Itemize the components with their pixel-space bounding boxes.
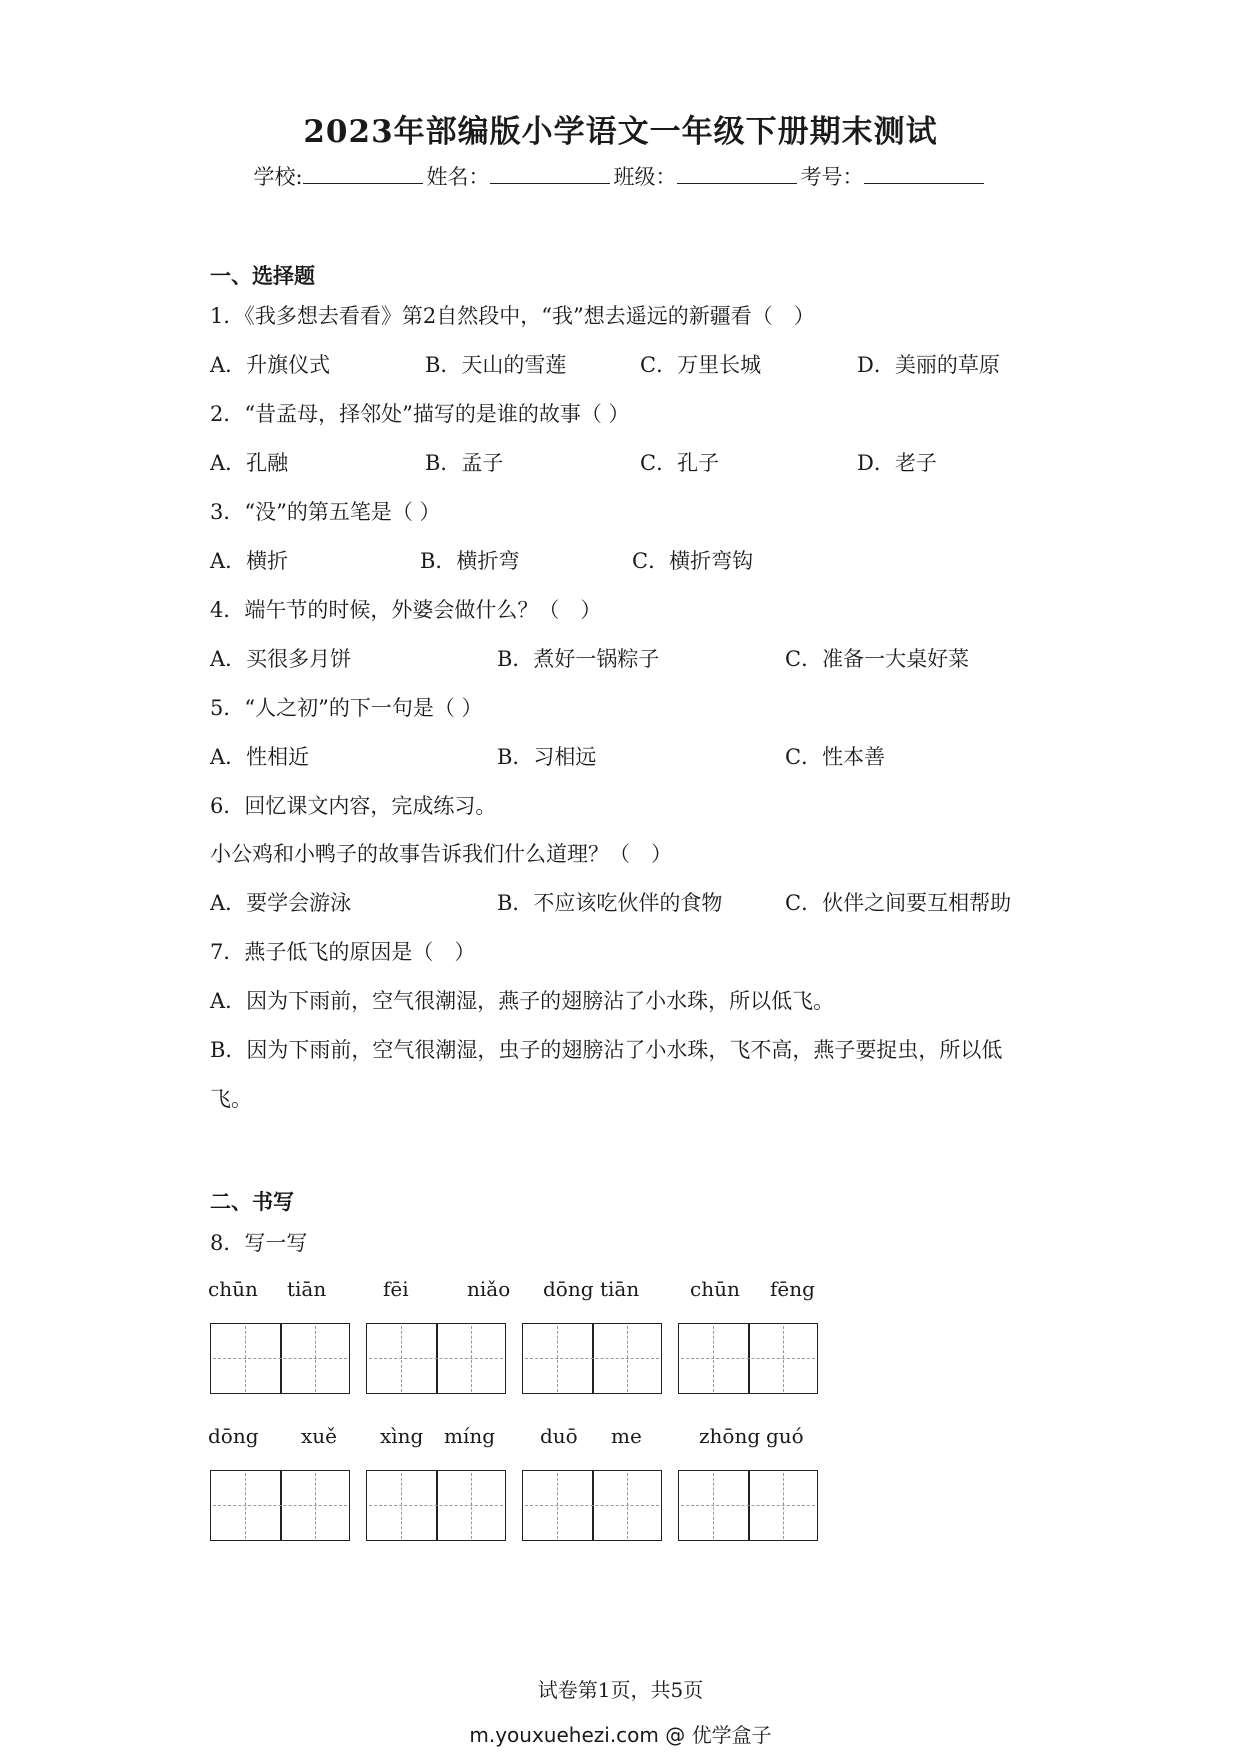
- q3-option-c[interactable]: C．横折弯钩: [632, 549, 754, 573]
- q7-option-a[interactable]: A．因为下雨前，空气很潮湿，燕子的翅膀沾了小水珠，所以低飞。: [210, 989, 835, 1013]
- pinyin-label: míng: [444, 1424, 496, 1448]
- pinyin-label: me: [611, 1424, 642, 1448]
- pinyin-label: tiān: [600, 1277, 640, 1301]
- number-label: 考号：: [800, 165, 864, 189]
- section-writing-title: 二、书写: [210, 1189, 294, 1214]
- pinyin-label: guó: [766, 1424, 804, 1448]
- page-title: 2023年部编版小学语文一年级下册期末测试: [303, 114, 938, 150]
- school-blank[interactable]: [303, 165, 423, 184]
- q2-option-d[interactable]: D．老子: [857, 451, 937, 475]
- school-label: 学校:: [253, 165, 303, 189]
- question-6-sub: 小公鸡和小鸭子的故事告诉我们什么道理？（ ）: [210, 842, 672, 866]
- pinyin-label: xuě: [301, 1424, 337, 1448]
- question-6: 6．回忆课文内容，完成练习。: [210, 794, 497, 818]
- writing-cell-pair[interactable]: [522, 1470, 662, 1541]
- pinyin-label: chūn: [208, 1277, 258, 1301]
- q5-option-a[interactable]: A．性相近: [210, 745, 310, 769]
- class-label: 班级：: [613, 165, 677, 189]
- writing-cell-pair[interactable]: [366, 1470, 506, 1541]
- q1-option-c[interactable]: C．万里长城: [640, 353, 762, 377]
- pinyin-label: dōng: [208, 1424, 259, 1448]
- writing-cell-pair[interactable]: [678, 1323, 818, 1394]
- q7-option-b-cont: 飞。: [210, 1087, 252, 1111]
- writing-cell-pair[interactable]: [366, 1323, 506, 1394]
- section-choice-title: 一、选择题: [210, 263, 315, 288]
- question-2: 2．“昔孟母，择邻处”描写的是谁的故事（ ）: [210, 402, 630, 426]
- question-3: 3．“没”的第五笔是（ ）: [210, 500, 441, 524]
- pinyin-label: xìng: [380, 1424, 424, 1448]
- question-5: 5．“人之初”的下一句是（ ）: [210, 696, 483, 720]
- pinyin-label: duō: [540, 1424, 578, 1448]
- q5-option-b[interactable]: B．习相远: [497, 745, 597, 769]
- pinyin-label: tiān: [287, 1277, 327, 1301]
- student-info-line: [0, 161, 1241, 191]
- pinyin-label: fēi: [383, 1277, 409, 1301]
- q3-option-a[interactable]: A．横折: [210, 549, 289, 573]
- question-7: 7．燕子低飞的原因是（ ）: [210, 940, 476, 964]
- writing-cell-pair[interactable]: [210, 1470, 350, 1541]
- q3-option-b[interactable]: B．横折弯: [420, 549, 520, 573]
- pinyin-label: niǎo: [467, 1277, 511, 1301]
- q6-option-a[interactable]: A．要学会游泳: [210, 891, 352, 915]
- pinyin-label: chūn: [690, 1277, 740, 1301]
- q2-option-a[interactable]: A．孔融: [210, 451, 289, 475]
- pinyin-label: fēng: [770, 1277, 815, 1301]
- writing-cell-pair[interactable]: [678, 1470, 818, 1541]
- q2-option-b[interactable]: B．孟子: [425, 451, 504, 475]
- writing-cell-pair[interactable]: [522, 1323, 662, 1394]
- pinyin-label: dōng: [543, 1277, 594, 1301]
- q1-option-d[interactable]: D．美丽的草原: [857, 353, 1000, 377]
- page-footer: 试卷第1页，共5页: [537, 1678, 704, 1702]
- question-4: 4．端午节的时候，外婆会做什么？（ ）: [210, 598, 602, 622]
- q2-option-c[interactable]: C．孔子: [640, 451, 720, 475]
- name-label: 姓名：: [426, 165, 490, 189]
- number-blank[interactable]: [864, 165, 984, 184]
- q6-option-c[interactable]: C．伙伴之间要互相帮助: [785, 891, 1012, 915]
- watermark: m.youxuehezi.com @ 优学盒子: [469, 1723, 772, 1747]
- q4-option-c[interactable]: C．准备一大桌好菜: [785, 647, 970, 671]
- q7-option-b[interactable]: B．因为下雨前，空气很潮湿，虫子的翅膀沾了小水珠，飞不高，燕子要捉虫，所以低: [210, 1038, 1003, 1062]
- question-1: 1．《我多想去看看》第2自然段中，“我”想去遥远的新疆看（ ）: [210, 304, 815, 328]
- writing-cell-pair[interactable]: [210, 1323, 350, 1394]
- class-blank[interactable]: [677, 165, 797, 184]
- q6-option-b[interactable]: B．不应该吃伙伴的食物: [497, 891, 723, 915]
- q5-option-c[interactable]: C．性本善: [785, 745, 886, 769]
- question-8: 8．写一写: [210, 1231, 308, 1255]
- q4-option-a[interactable]: A．买很多月饼: [210, 647, 352, 671]
- name-blank[interactable]: [490, 165, 610, 184]
- pinyin-label: zhōng: [699, 1424, 761, 1448]
- q1-option-b[interactable]: B．天山的雪莲: [425, 353, 567, 377]
- q1-option-a[interactable]: A．升旗仪式: [210, 353, 331, 377]
- q4-option-b[interactable]: B．煮好一锅粽子: [497, 647, 660, 671]
